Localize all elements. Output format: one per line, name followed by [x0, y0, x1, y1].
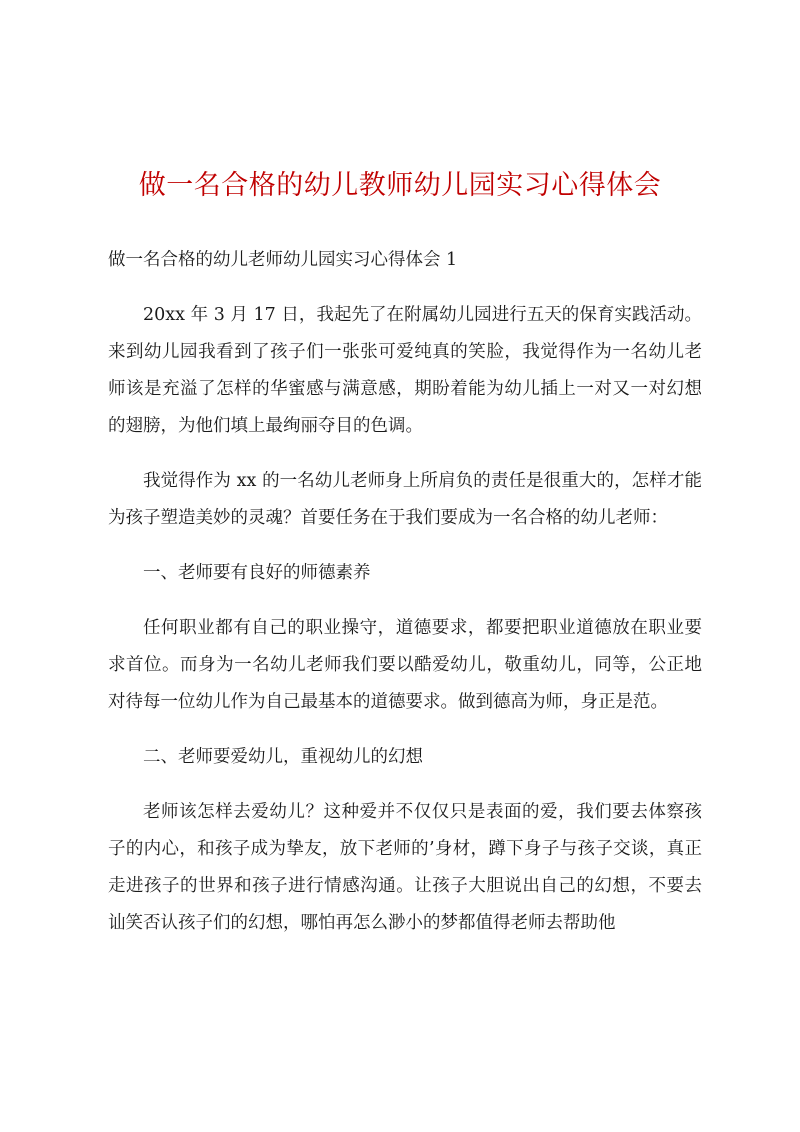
document-body	[108, 242, 702, 942]
document-title: 做一名合格的幼儿教师幼儿园实习心得体会	[138, 170, 662, 201]
section-heading-1: 一、老师要有良好的师德素养	[143, 563, 371, 583]
paragraph-intro: 20xx 年 3 月 17 日，我起先了在附属幼儿园进行五天的保育实践活动。来到幼儿园我看到了孩子们一张张可爱纯真的笑脸，我觉得作为一名幼儿老师该是充溢了怎样的华蜜感与满意感，期盼着能为幼儿插上一对又一对幻想的翅膀，为他们填上最绚丽夺目的色调。	[108, 305, 702, 436]
section-heading-2: 二、老师要爱幼儿，重视幼儿的幻想	[143, 747, 423, 767]
document-subtitle: 做一名合格的幼儿老师幼儿园实习心得体会 1	[108, 250, 458, 270]
paragraph-ethics: 任何职业都有自己的职业操守，道德要求，都要把职业道德放在职业要求首位。而身为一名幼儿老师我们要以酷爱幼儿，敬重幼儿，同等，公正地对待每一位幼儿作为自己最基本的道德要求。做到德高为师，身正是范。	[108, 618, 702, 712]
paragraph-responsibility: 我觉得作为 xx 的一名幼儿老师身上所肩负的责任是很重大的，怎样才能为孩子塑造美妙的灵魂？首要任务在于我们要成为一名合格的幼儿老师：	[108, 471, 702, 528]
paragraph-love: 老师该怎样去爱幼儿？这种爱并不仅仅只是表面的爱，我们要去体察孩子的内心，和孩子成为挚友，放下老师的’身材，蹲下身子与孩子交谈，真正走进孩子的世界和孩子进行情感沟通。让孩子大胆说出自己的幻想，不要去讪笑否认孩子们的幻想，哪怕再怎么渺小的梦都值得老师去帮助他	[108, 802, 702, 933]
